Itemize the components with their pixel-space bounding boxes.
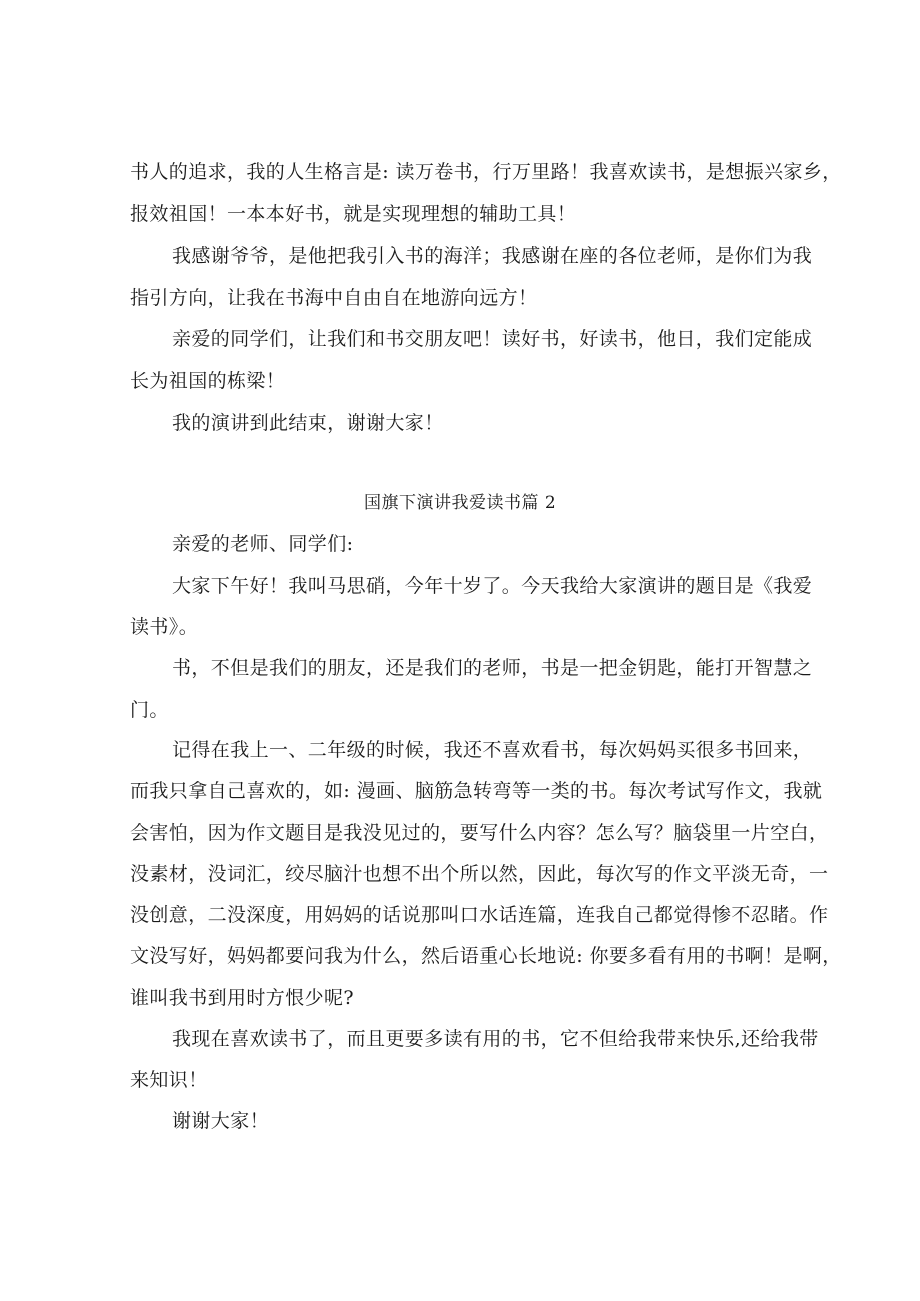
paragraph-line: 我的演讲到此结束，谢谢大家！	[172, 412, 444, 434]
paragraph-line: 我感谢爷爷，是他把我引入书的海洋；我感谢在座的各位老师，是你们为我	[172, 245, 813, 267]
paragraph-line: 会害怕，因为作文题目是我没见过的，要写什么内容？怎么写？脑袋里一片空白，	[130, 822, 829, 844]
paragraph-line: 亲爱的老师、同学们:	[172, 533, 354, 555]
paragraph-line: 门。	[130, 699, 169, 721]
paragraph-line: 记得在我上一、二年级的时候，我还不喜欢看书，每次妈妈买很多书回来，	[172, 739, 813, 761]
paragraph-line: 没素材，没词汇，绞尽脑汁也想不出个所以然，因此，每次写的作文平淡无奇，一	[130, 863, 829, 885]
paragraph-line: 亲爱的同学们，让我们和书交朋友吧！读好书，好读书，他日，我们定能成	[172, 328, 813, 350]
paragraph-line: 指引方向，让我在书海中自由自在地游向远方！	[130, 287, 538, 309]
paragraph-line: 大家下午好！我叫马思硝，今年十岁了。今天我给大家演讲的题目是《我爱	[172, 575, 813, 597]
paragraph-line: 读书》。	[130, 616, 199, 638]
paragraph-line: 报效祖国！一本本好书，就是实现理想的辅助工具！	[130, 203, 577, 225]
paragraph-line: 书人的追求，我的人生格言是: 读万卷书，行万里路！我喜欢读书，是想振兴家乡，	[130, 161, 842, 183]
paragraph-line: 谁叫我书到用时方恨少呢?	[130, 987, 354, 1009]
paragraph-line: 长为祖国的栋梁！	[130, 370, 286, 392]
section-title: 国旗下演讲我爱读书篇 2	[364, 493, 557, 513]
paragraph-line: 书，不但是我们的朋友，还是我们的老师，书是一把金钥匙，能打开智慧之	[172, 657, 813, 679]
paragraph-line: 没创意，二没深度，用妈妈的话说那叫口水话连篇，连我自己都觉得惨不忍睹。作	[130, 904, 829, 926]
paragraph-line: 文没写好，妈妈都要问我为什么，然后语重心长地说: 你要多看有用的书啊！是啊，	[130, 945, 842, 967]
paragraph-line: 我现在喜欢读书了，而且更要多读有用的书，它不但给我带来快乐,还给我带	[172, 1028, 819, 1050]
paragraph-line: 而我只拿自己喜欢的，如: 漫画、脑筋急转弯等一类的书。每次考试写作文，我就	[130, 780, 823, 802]
paragraph-line: 谢谢大家！	[172, 1110, 270, 1132]
paragraph-line: 来知识！	[130, 1069, 208, 1091]
